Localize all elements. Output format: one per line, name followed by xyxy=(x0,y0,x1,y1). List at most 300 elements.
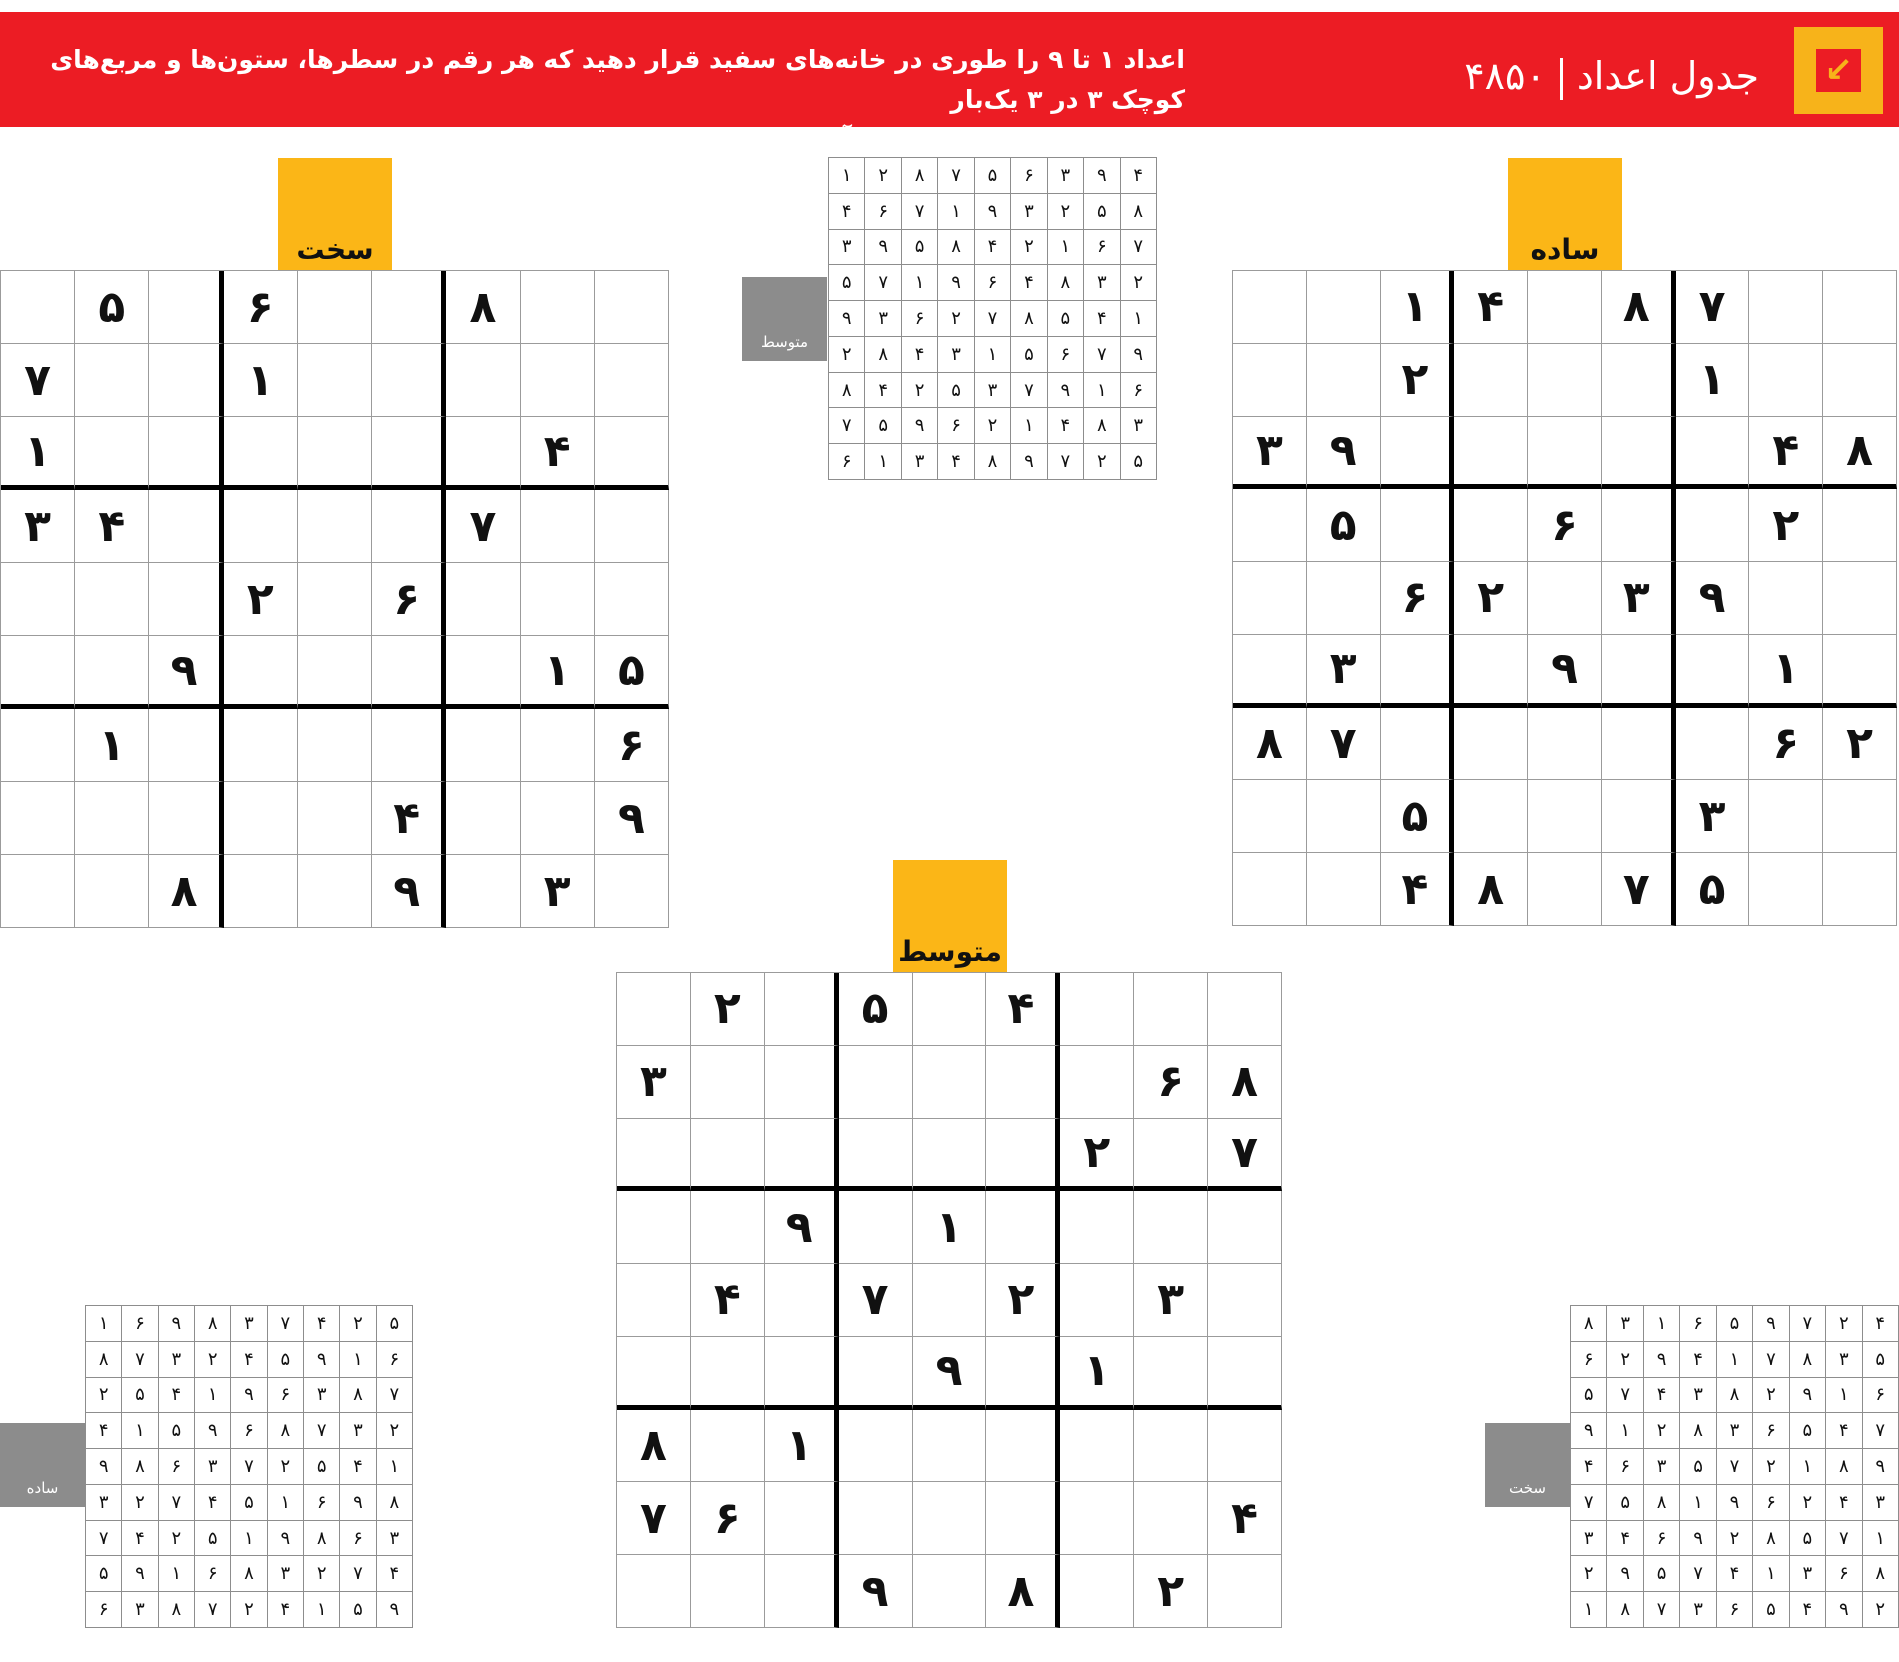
sudoku-cell[interactable] xyxy=(1233,489,1307,562)
solution-cell: ۴ xyxy=(865,373,901,409)
sudoku-cell[interactable] xyxy=(1823,344,1897,417)
sudoku-cell[interactable] xyxy=(446,636,520,709)
sudoku-cell[interactable] xyxy=(1060,973,1134,1046)
solution-cell: ۹ xyxy=(1084,158,1120,194)
sudoku-cell[interactable] xyxy=(595,490,669,563)
solution-cell: ۲ xyxy=(304,1556,340,1592)
sudoku-cell[interactable] xyxy=(595,271,669,344)
solution-cell: ۵ xyxy=(1753,1592,1789,1628)
sudoku-cell[interactable] xyxy=(1823,271,1897,344)
sudoku-cell[interactable] xyxy=(372,344,446,417)
sudoku-cell[interactable] xyxy=(446,563,520,636)
sudoku-cell[interactable]: ۶ xyxy=(372,563,446,636)
sudoku-cell[interactable]: ۸ xyxy=(1208,1046,1282,1119)
sudoku-cell[interactable] xyxy=(521,271,595,344)
sudoku-cell[interactable] xyxy=(1134,1410,1208,1483)
sudoku-cell[interactable] xyxy=(1823,853,1897,926)
solution-cell: ۹ xyxy=(1680,1521,1716,1557)
solution-cell: ۶ xyxy=(1644,1521,1680,1557)
solution-cell: ۴ xyxy=(829,194,865,230)
sudoku-cell[interactable] xyxy=(149,709,223,782)
sudoku-cell[interactable] xyxy=(1233,271,1307,344)
solution-cell: ۶ xyxy=(1826,1556,1862,1592)
sudoku-cell[interactable] xyxy=(1060,1264,1134,1337)
sudoku-cell[interactable] xyxy=(913,973,987,1046)
sudoku-cell[interactable] xyxy=(1233,562,1307,635)
sudoku-cell[interactable] xyxy=(446,417,520,490)
sudoku-cell[interactable] xyxy=(1060,1191,1134,1264)
sudoku-cell[interactable] xyxy=(372,490,446,563)
sudoku-cell[interactable] xyxy=(1134,1482,1208,1555)
sudoku-cell[interactable] xyxy=(446,855,520,928)
sudoku-cell[interactable]: ۵ xyxy=(1381,780,1455,853)
solution-cell: ۸ xyxy=(340,1378,376,1414)
sudoku-cell[interactable] xyxy=(149,563,223,636)
sudoku-cell[interactable] xyxy=(224,782,298,855)
sudoku-cell[interactable] xyxy=(372,709,446,782)
sudoku-cell[interactable]: ۸ xyxy=(1602,271,1676,344)
sudoku-cell[interactable]: ۷ xyxy=(1307,708,1381,781)
sudoku-cell[interactable] xyxy=(75,563,149,636)
solution-cell: ۸ xyxy=(1121,194,1157,230)
sudoku-cell[interactable] xyxy=(913,1119,987,1192)
sudoku-cell[interactable] xyxy=(1381,708,1455,781)
sudoku-cell[interactable]: ۳ xyxy=(521,855,595,928)
sudoku-cell[interactable] xyxy=(617,1264,691,1337)
sudoku-cell[interactable] xyxy=(75,855,149,928)
sudoku-cell[interactable]: ۴ xyxy=(1749,417,1823,490)
sudoku-cell[interactable] xyxy=(1823,780,1897,853)
solution-cell: ۵ xyxy=(1790,1521,1826,1557)
sudoku-cell[interactable] xyxy=(691,1191,765,1264)
sudoku-cell[interactable] xyxy=(75,417,149,490)
sudoku-cell[interactable] xyxy=(1,709,75,782)
sudoku-cell[interactable] xyxy=(1134,973,1208,1046)
solution-cell: ۳ xyxy=(1011,194,1047,230)
sudoku-cell[interactable]: ۸ xyxy=(617,1410,691,1483)
sudoku-cell[interactable] xyxy=(149,490,223,563)
solution-cell: ۴ xyxy=(1121,158,1157,194)
sudoku-cell[interactable] xyxy=(1454,780,1528,853)
sudoku-cell[interactable] xyxy=(224,636,298,709)
sudoku-cell[interactable] xyxy=(1454,344,1528,417)
solution-cell: ۶ xyxy=(159,1449,195,1485)
solution-cell: ۳ xyxy=(231,1306,267,1342)
solution-cell: ۳ xyxy=(938,337,974,373)
sudoku-cell[interactable] xyxy=(1454,635,1528,708)
solution-cell: ۷ xyxy=(159,1485,195,1521)
sudoku-cell[interactable] xyxy=(617,1119,691,1192)
sudoku-grid-medium xyxy=(616,972,1282,1628)
sudoku-cell[interactable]: ۴ xyxy=(1454,271,1528,344)
sudoku-cell[interactable]: ۱ xyxy=(1381,271,1455,344)
sudoku-cell[interactable]: ۱ xyxy=(224,344,298,417)
sudoku-cell[interactable]: ۳ xyxy=(1602,562,1676,635)
sudoku-cell[interactable]: ۳ xyxy=(1307,635,1381,708)
sudoku-cell[interactable] xyxy=(1528,417,1602,490)
sudoku-cell[interactable] xyxy=(149,344,223,417)
sudoku-cell[interactable]: ۳ xyxy=(1134,1264,1208,1337)
sudoku-cell[interactable] xyxy=(149,782,223,855)
sudoku-cell[interactable] xyxy=(1060,1482,1134,1555)
sudoku-cell[interactable]: ۹ xyxy=(1528,635,1602,708)
sudoku-cell[interactable] xyxy=(986,1191,1060,1264)
sudoku-cell[interactable] xyxy=(1134,1191,1208,1264)
sudoku-cell[interactable] xyxy=(1,563,75,636)
solution-cell: ۹ xyxy=(159,1306,195,1342)
sudoku-cell[interactable] xyxy=(1528,344,1602,417)
sudoku-cell[interactable] xyxy=(839,1119,913,1192)
sudoku-cell[interactable] xyxy=(839,1046,913,1119)
sudoku-cell[interactable] xyxy=(765,1264,839,1337)
sudoku-cell[interactable]: ۵ xyxy=(1676,853,1750,926)
sudoku-cell[interactable]: ۲ xyxy=(1134,1555,1208,1628)
solution-cell: ۱ xyxy=(377,1449,413,1485)
sudoku-cell[interactable]: ۷ xyxy=(446,490,520,563)
sudoku-cell[interactable] xyxy=(1233,780,1307,853)
sudoku-cell[interactable] xyxy=(691,1119,765,1192)
sudoku-cell[interactable]: ۷ xyxy=(1208,1119,1282,1192)
sudoku-cell[interactable]: ۹ xyxy=(765,1191,839,1264)
sudoku-cell[interactable]: ۳ xyxy=(1676,780,1750,853)
sudoku-cell[interactable] xyxy=(1749,853,1823,926)
sudoku-cell[interactable] xyxy=(75,636,149,709)
sudoku-cell[interactable] xyxy=(913,1046,987,1119)
sudoku-cell[interactable] xyxy=(986,1482,1060,1555)
solution-cell: ۱ xyxy=(159,1556,195,1592)
sudoku-cell[interactable] xyxy=(1528,708,1602,781)
solution-cell: ۳ xyxy=(340,1413,376,1449)
sudoku-cell[interactable] xyxy=(1381,489,1455,562)
solution-cell: ۵ xyxy=(975,158,1011,194)
sudoku-cell[interactable]: ۱ xyxy=(765,1410,839,1483)
sudoku-cell[interactable] xyxy=(913,1482,987,1555)
sudoku-cell[interactable] xyxy=(298,855,372,928)
sudoku-cell[interactable] xyxy=(1528,780,1602,853)
sudoku-cell[interactable]: ۲ xyxy=(986,1264,1060,1337)
sudoku-cell[interactable]: ۵ xyxy=(839,973,913,1046)
solution-cell: ۴ xyxy=(86,1413,122,1449)
sudoku-cell[interactable] xyxy=(1307,344,1381,417)
sudoku-cell[interactable] xyxy=(1208,1337,1282,1410)
sudoku-cell[interactable]: ۴ xyxy=(521,417,595,490)
sudoku-cell[interactable] xyxy=(1749,562,1823,635)
sudoku-cell[interactable] xyxy=(298,417,372,490)
sudoku-cell[interactable]: ۹ xyxy=(372,855,446,928)
sudoku-cell[interactable] xyxy=(1676,635,1750,708)
sudoku-cell[interactable]: ۶ xyxy=(1381,562,1455,635)
sudoku-cell[interactable] xyxy=(1454,708,1528,781)
sudoku-cell[interactable] xyxy=(1676,417,1750,490)
solution-cell: ۵ xyxy=(122,1378,158,1414)
sudoku-cell[interactable] xyxy=(1381,635,1455,708)
solution-cell: ۲ xyxy=(86,1378,122,1414)
sudoku-cell[interactable] xyxy=(1233,853,1307,926)
sudoku-cell[interactable] xyxy=(617,973,691,1046)
sudoku-cell[interactable]: ۱ xyxy=(1,417,75,490)
solution-cell: ۶ xyxy=(86,1592,122,1628)
sudoku-cell[interactable] xyxy=(521,709,595,782)
sudoku-cell[interactable] xyxy=(372,636,446,709)
sudoku-cell[interactable] xyxy=(839,1410,913,1483)
sudoku-cell[interactable]: ۶ xyxy=(595,709,669,782)
sudoku-cell[interactable]: ۱ xyxy=(1676,344,1750,417)
sudoku-cell[interactable] xyxy=(765,973,839,1046)
sudoku-cell[interactable] xyxy=(1749,271,1823,344)
sudoku-cell[interactable]: ۲ xyxy=(224,563,298,636)
sudoku-cell[interactable] xyxy=(913,1555,987,1628)
sudoku-cell[interactable] xyxy=(521,782,595,855)
sudoku-cell[interactable]: ۲ xyxy=(1454,562,1528,635)
solution-cell: ۱ xyxy=(865,444,901,480)
sudoku-cell[interactable]: ۴ xyxy=(691,1264,765,1337)
sudoku-cell[interactable] xyxy=(521,563,595,636)
sudoku-cell[interactable] xyxy=(839,1337,913,1410)
sudoku-cell[interactable]: ۵ xyxy=(75,271,149,344)
tab-easy xyxy=(1508,158,1622,272)
solution-cell: ۳ xyxy=(159,1342,195,1378)
sudoku-cell[interactable] xyxy=(691,1046,765,1119)
sudoku-cell[interactable] xyxy=(617,1555,691,1628)
sudoku-cell[interactable] xyxy=(1676,708,1750,781)
solution-cell: ۴ xyxy=(122,1521,158,1557)
sudoku-cell[interactable] xyxy=(595,417,669,490)
sudoku-cell[interactable] xyxy=(1,271,75,344)
sudoku-cell[interactable]: ۸ xyxy=(1823,417,1897,490)
solution-cell: ۷ xyxy=(377,1378,413,1414)
sudoku-cell[interactable]: ۱ xyxy=(1749,635,1823,708)
sudoku-cell[interactable]: ۲ xyxy=(1060,1119,1134,1192)
sudoku-cell[interactable] xyxy=(446,709,520,782)
sudoku-cell[interactable] xyxy=(1307,853,1381,926)
sudoku-cell[interactable] xyxy=(1208,1191,1282,1264)
sudoku-cell[interactable] xyxy=(149,417,223,490)
sudoku-cell[interactable] xyxy=(1749,780,1823,853)
solution-cell: ۳ xyxy=(1826,1342,1862,1378)
sudoku-cell[interactable]: ۳ xyxy=(1233,417,1307,490)
sudoku-cell[interactable] xyxy=(913,1410,987,1483)
sudoku-cell[interactable] xyxy=(595,563,669,636)
sudoku-cell[interactable]: ۶ xyxy=(691,1482,765,1555)
sudoku-cell[interactable] xyxy=(298,563,372,636)
sudoku-cell[interactable] xyxy=(765,1337,839,1410)
sudoku-cell[interactable] xyxy=(1823,635,1897,708)
sudoku-cell[interactable] xyxy=(521,344,595,417)
sudoku-cell[interactable] xyxy=(149,271,223,344)
sudoku-cell[interactable]: ۸ xyxy=(446,271,520,344)
sudoku-cell[interactable] xyxy=(691,1410,765,1483)
sudoku-cell[interactable]: ۹ xyxy=(149,636,223,709)
sudoku-cell[interactable] xyxy=(1602,417,1676,490)
sudoku-cell[interactable] xyxy=(1528,853,1602,926)
solution-cell: ۷ xyxy=(1790,1306,1826,1342)
sudoku-cell[interactable]: ۲ xyxy=(691,973,765,1046)
sudoku-cell[interactable]: ۶ xyxy=(224,271,298,344)
sudoku-cell[interactable] xyxy=(298,782,372,855)
sudoku-cell[interactable] xyxy=(446,344,520,417)
solution-cell: ۴ xyxy=(1644,1378,1680,1414)
sudoku-cell[interactable] xyxy=(986,1410,1060,1483)
sudoku-cell[interactable]: ۴ xyxy=(1208,1482,1282,1555)
sudoku-cell[interactable] xyxy=(372,417,446,490)
sudoku-cell[interactable] xyxy=(1602,780,1676,853)
sudoku-cell[interactable] xyxy=(446,782,520,855)
sudoku-cell[interactable] xyxy=(1602,489,1676,562)
sudoku-cell[interactable]: ۸ xyxy=(986,1555,1060,1628)
solution-cell: ۲ xyxy=(1717,1521,1753,1557)
sudoku-cell[interactable] xyxy=(1528,271,1602,344)
sudoku-cell[interactable] xyxy=(1307,562,1381,635)
sudoku-cell[interactable]: ۶ xyxy=(1749,708,1823,781)
solution-cell: ۳ xyxy=(1680,1378,1716,1414)
tab-medium-label: متوسط xyxy=(898,935,1002,968)
sudoku-cell[interactable] xyxy=(1602,635,1676,708)
sudoku-cell[interactable] xyxy=(691,1337,765,1410)
sudoku-cell[interactable] xyxy=(75,782,149,855)
sudoku-cell[interactable]: ۸ xyxy=(149,855,223,928)
sudoku-cell[interactable] xyxy=(1208,1264,1282,1337)
sudoku-cell[interactable] xyxy=(1,782,75,855)
sudoku-cell[interactable]: ۲ xyxy=(1823,708,1897,781)
solution-cell: ۹ xyxy=(86,1449,122,1485)
sudoku-cell[interactable] xyxy=(1454,417,1528,490)
solution-cell: ۷ xyxy=(195,1592,231,1628)
sudoku-cell[interactable]: ۲ xyxy=(1749,489,1823,562)
sudoku-cell[interactable]: ۳ xyxy=(1,490,75,563)
sudoku-cell[interactable] xyxy=(1676,489,1750,562)
sudoku-cell[interactable] xyxy=(617,1337,691,1410)
solution-cell: ۴ xyxy=(231,1342,267,1378)
sudoku-cell[interactable]: ۹ xyxy=(913,1337,987,1410)
sudoku-cell[interactable]: ۴ xyxy=(372,782,446,855)
sudoku-cell[interactable] xyxy=(1528,562,1602,635)
sudoku-cell[interactable] xyxy=(765,1119,839,1192)
sudoku-cell[interactable] xyxy=(1208,1555,1282,1628)
solution-grid-hard xyxy=(1570,1305,1899,1628)
sudoku-cell[interactable] xyxy=(1749,344,1823,417)
sudoku-cell[interactable]: ۸ xyxy=(1454,853,1528,926)
sudoku-cell[interactable]: ۹ xyxy=(595,782,669,855)
sudoku-cell[interactable] xyxy=(986,1337,1060,1410)
solution-cell: ۷ xyxy=(1826,1521,1862,1557)
sudoku-cell[interactable] xyxy=(1233,635,1307,708)
solution-cell: ۹ xyxy=(1644,1342,1680,1378)
sudoku-cell[interactable]: ۵ xyxy=(1307,489,1381,562)
sudoku-cell[interactable] xyxy=(224,855,298,928)
sudoku-cell[interactable] xyxy=(595,855,669,928)
sudoku-cell[interactable] xyxy=(595,344,669,417)
sudoku-cell[interactable]: ۷ xyxy=(839,1264,913,1337)
sudoku-cell[interactable]: ۶ xyxy=(1134,1046,1208,1119)
sudoku-cell[interactable]: ۳ xyxy=(617,1046,691,1119)
sudoku-cell[interactable] xyxy=(75,344,149,417)
sudoku-cell[interactable] xyxy=(1602,708,1676,781)
sudoku-cell[interactable]: ۱ xyxy=(1060,1337,1134,1410)
title-separator xyxy=(1560,58,1563,100)
sudoku-cell[interactable]: ۴ xyxy=(986,973,1060,1046)
sudoku-cell[interactable] xyxy=(372,271,446,344)
sudoku-cell[interactable] xyxy=(765,1482,839,1555)
sudoku-cell[interactable]: ۹ xyxy=(1676,562,1750,635)
solution-cell: ۳ xyxy=(1717,1413,1753,1449)
header-bar xyxy=(0,12,1899,154)
sudoku-cell[interactable] xyxy=(298,636,372,709)
sudoku-cell[interactable] xyxy=(224,709,298,782)
sudoku-cell[interactable] xyxy=(839,1482,913,1555)
sudoku-cell[interactable] xyxy=(1134,1337,1208,1410)
sudoku-cell[interactable]: ۱ xyxy=(521,636,595,709)
sudoku-cell[interactable] xyxy=(1823,489,1897,562)
solution-cell: ۳ xyxy=(122,1592,158,1628)
sudoku-cell[interactable] xyxy=(298,271,372,344)
sudoku-cell[interactable] xyxy=(1134,1119,1208,1192)
solution-cell: ۶ xyxy=(122,1306,158,1342)
sudoku-cell[interactable] xyxy=(839,1191,913,1264)
sudoku-cell[interactable] xyxy=(1,855,75,928)
sudoku-cell[interactable] xyxy=(1208,973,1282,1046)
solution-cell: ۲ xyxy=(829,337,865,373)
sudoku-cell[interactable]: ۹ xyxy=(1307,417,1381,490)
sudoku-cell[interactable]: ۹ xyxy=(839,1555,913,1628)
sudoku-cell[interactable]: ۱ xyxy=(75,709,149,782)
sudoku-cell[interactable] xyxy=(224,490,298,563)
sudoku-cell[interactable]: ۶ xyxy=(1528,489,1602,562)
sudoku-cell[interactable] xyxy=(298,709,372,782)
solution-cell: ۲ xyxy=(377,1413,413,1449)
sudoku-cell[interactable]: ۷ xyxy=(1676,271,1750,344)
solution-cell: ۳ xyxy=(1571,1521,1607,1557)
sudoku-cell[interactable] xyxy=(1233,344,1307,417)
solution-cell: ۵ xyxy=(340,1592,376,1628)
sudoku-cell[interactable] xyxy=(1602,344,1676,417)
sudoku-cell[interactable]: ۲ xyxy=(1381,344,1455,417)
sudoku-cell[interactable] xyxy=(1307,271,1381,344)
sudoku-cell[interactable] xyxy=(1454,489,1528,562)
sudoku-cell[interactable]: ۴ xyxy=(75,490,149,563)
sudoku-cell[interactable] xyxy=(298,490,372,563)
issue-number: ۴۸۵۰ xyxy=(1464,54,1546,98)
sudoku-cell[interactable] xyxy=(224,417,298,490)
sudoku-cell[interactable] xyxy=(986,1046,1060,1119)
sudoku-cell[interactable]: ۴ xyxy=(1381,853,1455,926)
sudoku-cell[interactable] xyxy=(765,1555,839,1628)
sudoku-cell[interactable] xyxy=(1208,1410,1282,1483)
sudoku-cell[interactable] xyxy=(913,1264,987,1337)
sudoku-cell[interactable] xyxy=(521,490,595,563)
solution-cell: ۲ xyxy=(1863,1592,1899,1628)
sudoku-cell[interactable]: ۱ xyxy=(913,1191,987,1264)
sudoku-cell[interactable]: ۸ xyxy=(1233,708,1307,781)
sudoku-cell[interactable]: ۷ xyxy=(617,1482,691,1555)
sudoku-cell[interactable] xyxy=(1060,1410,1134,1483)
sudoku-cell[interactable] xyxy=(1823,562,1897,635)
sudoku-cell[interactable]: ۷ xyxy=(1,344,75,417)
sudoku-cell[interactable] xyxy=(1381,417,1455,490)
sudoku-cell[interactable] xyxy=(691,1555,765,1628)
sudoku-cell[interactable] xyxy=(1060,1046,1134,1119)
solution-cell: ۱ xyxy=(1048,230,1084,266)
sudoku-cell[interactable]: ۷ xyxy=(1602,853,1676,926)
sudoku-cell[interactable] xyxy=(765,1046,839,1119)
sudoku-cell[interactable] xyxy=(1307,780,1381,853)
sudoku-cell[interactable] xyxy=(617,1191,691,1264)
sudoku-cell[interactable] xyxy=(1,636,75,709)
sudoku-cell[interactable] xyxy=(986,1119,1060,1192)
solution-cell: ۵ xyxy=(1607,1485,1643,1521)
sudoku-cell[interactable]: ۵ xyxy=(595,636,669,709)
sudoku-cell[interactable] xyxy=(1060,1555,1134,1628)
sudoku-cell[interactable] xyxy=(298,344,372,417)
